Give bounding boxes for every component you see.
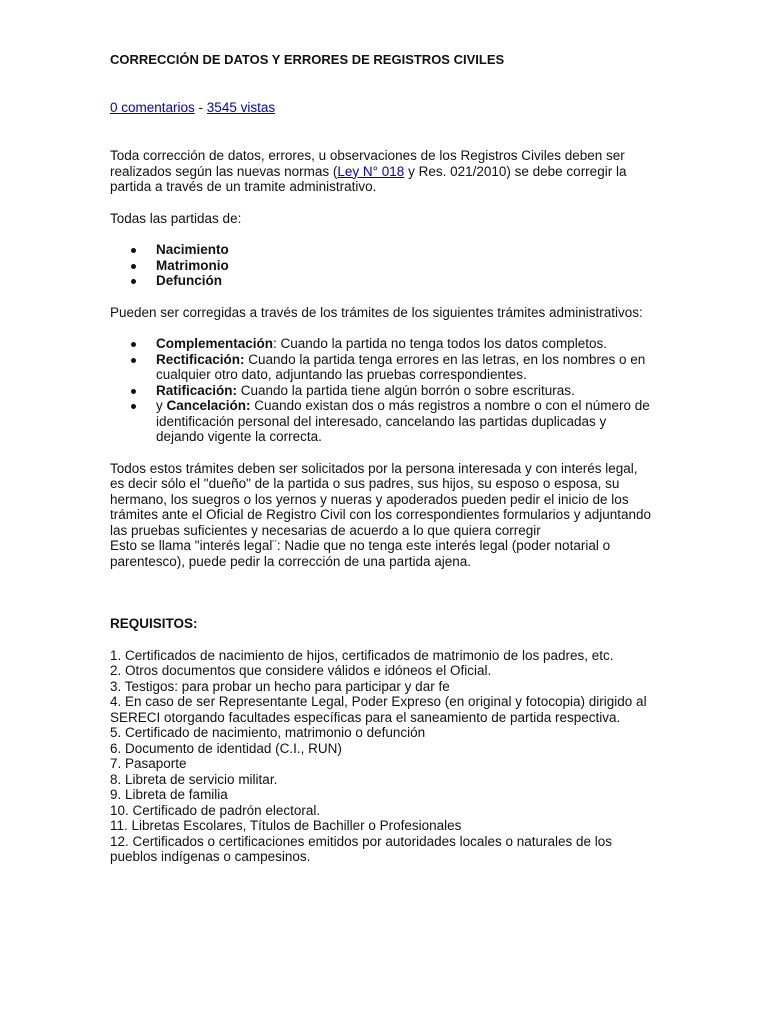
solicitud-paragraph [110,461,655,570]
list-item [110,273,655,289]
list-item: 3. Testigos: para probar un hecho para participar y dar fe [110,678,450,694]
partida-label: Matrimonio [156,257,229,273]
list-item: 10. Certificado de padrón electoral. [110,802,321,818]
intro-paragraph [110,148,655,195]
tramites-intro: Pueden ser corregidas a través de los trámites de los siguientes trámites administrativos: [110,304,643,320]
list-item [110,242,655,258]
list-item: 8. Libreta de servicio militar. [110,771,278,787]
bullet-icon [131,279,136,284]
tramite-desc: Cuando la partida tiene algún borrón o sobre escrituras. [237,382,575,398]
interes-legal-text: Esto se llama "interés legal¨: Nadie que no tenga este interés legal (poder notarial o parentesco), puede pedir la corrección de una partida ajena. [110,538,611,569]
partida-label: Defunción [156,273,222,288]
partida-label: Nacimiento [156,242,229,257]
list-item [110,258,655,274]
list-item [110,383,655,399]
list-item [110,398,655,445]
list-item: 5. Certificado de nacimiento, matrimonio o defunción [110,725,426,740]
list-item [110,352,655,383]
list-item: 4. En caso de ser Representante Legal, Poder Expreso (en original y fotocopia) dirigido al SERECI otorgando facultades específicas para el saneamiento de partida respectiva. [110,694,647,725]
tramite-term: Rectificación: [156,351,245,367]
tramite-desc: Cuando existan dos o más registros a nombre o con el número de identificación personal del interesado, cancelando las partidas duplicadas y dejando vigente la correcta. [156,398,650,444]
tramite-desc: Cuando la partida tenga errores en las letras, en los nombres o en cualquier otro dato, adjuntando las pruebas correspondientes. [156,351,646,382]
meta-separator: - [194,100,207,115]
bullet-icon [131,389,136,394]
list-item: 2. Otros documentos que considere válidos e idóneos el Oficial. [110,663,492,678]
intro-text-before: Toda corrección de datos, errores, u observaciones de los Registros Civiles deben ser realizados según las nuevas normas ( [110,148,625,179]
page-title: CORRECCIÓN DE DATOS Y ERRORES DE REGISTROS CIVILES [110,52,505,67]
bullet-icon [131,404,136,409]
bullet-icon [131,264,136,269]
document-content [110,52,655,865]
law-link[interactable]: Ley N° 018 [337,163,405,179]
tramite-term: Cancelación: [166,398,251,413]
tramites-list [110,336,655,445]
list-item: 11. Libretas Escolares, Títulos de Bachiller o Profesionales [110,818,462,833]
intro-text-after: y Res. 021/2010) se debe corregir la partida a través de un tramite administrativo. [110,163,627,194]
list-item: 9. Libreta de familia [110,787,228,802]
comments-link[interactable]: 0 comentarios [110,100,195,115]
requisitos-list [110,648,655,865]
partidas-list [110,242,655,289]
bullet-icon [131,342,136,347]
list-item: 12. Certificados o certificaciones emitidos por autoridades locales o naturales de los pueblos indígenas o campesinos. [110,833,613,864]
tramite-prefix: y [156,398,167,413]
article-meta [110,100,655,116]
bullet-icon [131,358,136,363]
tramite-term: Complementación [156,336,274,351]
list-item: 7. Pasaporte [110,756,187,771]
bullet-icon [131,248,136,253]
partidas-intro: Todas las partidas de: [110,210,242,226]
list-item: 6. Documento de identidad (C.I., RUN) [110,740,342,756]
tramite-desc: : Cuando la partida no tenga todos los datos completos. [273,336,607,351]
tramite-term: Ratificación: [156,382,238,398]
views-link[interactable]: 3545 vistas [206,100,276,115]
solicitud-text: Todos estos trámites deben ser solicitados por la persona interesada y con interés legal, es decir sólo el "dueño" de la partida o sus padres, sus hijos, su esposo o esposa, su hermano, los suegros o los yernos y nueras y apoderados pueden pedir el inicio de los trámites ante el Oficial de Registro Civil con los correspondientes formularios y adjuntando las pruebas suficientes y necesarias de acuerdo a lo que quiera corregir [110,460,652,538]
list-item [110,336,655,352]
list-item: 1. Certificados de nacimiento de hijos, certificados de matrimonio de los padres, etc. [110,647,614,663]
requisitos-heading: REQUISITOS: [110,616,198,631]
